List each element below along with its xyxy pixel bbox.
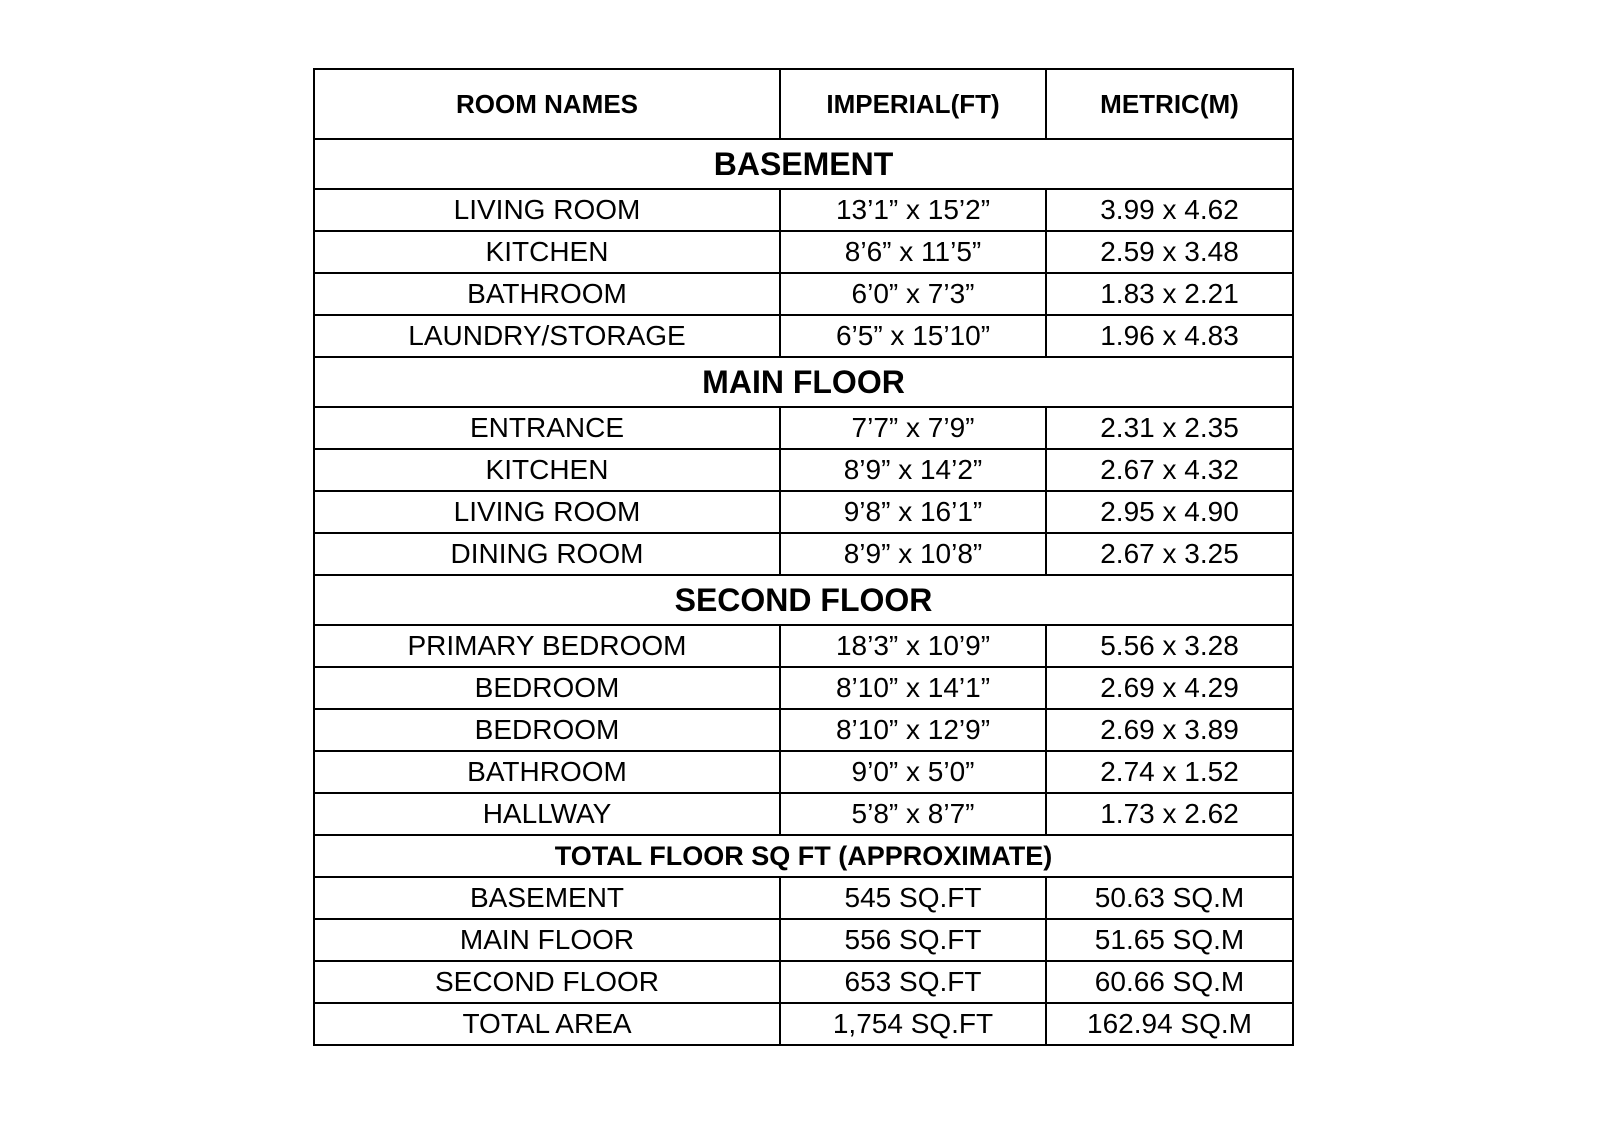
metric-value: 2.59 x 3.48 — [1046, 231, 1293, 273]
imperial-value: 9’8” x 16’1” — [780, 491, 1046, 533]
table-row — [314, 709, 1293, 751]
room-dimensions-table — [313, 68, 1294, 1046]
floor-name: MAIN FLOOR — [314, 919, 780, 961]
imperial-value: 8’10” x 14’1” — [780, 667, 1046, 709]
table-row — [314, 189, 1293, 231]
metric-value: 2.95 x 4.90 — [1046, 491, 1293, 533]
table-row — [314, 491, 1293, 533]
room-name: KITCHEN — [314, 449, 780, 491]
metric-value: 2.69 x 3.89 — [1046, 709, 1293, 751]
room-name: DINING ROOM — [314, 533, 780, 575]
room-name: ENTRANCE — [314, 407, 780, 449]
metric-value: 1.73 x 2.62 — [1046, 793, 1293, 835]
metric-area: 51.65 SQ.M — [1046, 919, 1293, 961]
table-row — [314, 273, 1293, 315]
section-second-floor — [314, 575, 1293, 625]
metric-value: 5.56 x 3.28 — [1046, 625, 1293, 667]
table-row — [314, 793, 1293, 835]
metric-area: 60.66 SQ.M — [1046, 961, 1293, 1003]
room-name: BATHROOM — [314, 751, 780, 793]
floor-name: BASEMENT — [314, 877, 780, 919]
room-name: HALLWAY — [314, 793, 780, 835]
table-row — [314, 877, 1293, 919]
table-row — [314, 315, 1293, 357]
section-title: TOTAL FLOOR SQ FT (APPROXIMATE) — [314, 835, 1293, 877]
metric-value: 2.69 x 4.29 — [1046, 667, 1293, 709]
metric-value: 3.99 x 4.62 — [1046, 189, 1293, 231]
metric-value: 1.83 x 2.21 — [1046, 273, 1293, 315]
table-row — [314, 919, 1293, 961]
room-name: PRIMARY BEDROOM — [314, 625, 780, 667]
imperial-value: 6’5” x 15’10” — [780, 315, 1046, 357]
metric-value: 2.31 x 2.35 — [1046, 407, 1293, 449]
imperial-value: 5’8” x 8’7” — [780, 793, 1046, 835]
table-row — [314, 625, 1293, 667]
imperial-value: 8’10” x 12’9” — [780, 709, 1046, 751]
section-title: BASEMENT — [314, 139, 1293, 189]
table-header-row — [314, 69, 1293, 139]
imperial-value: 8’9” x 10’8” — [780, 533, 1046, 575]
table-row — [314, 667, 1293, 709]
room-name: BATHROOM — [314, 273, 780, 315]
imperial-value: 8’9” x 14’2” — [780, 449, 1046, 491]
imperial-value: 8’6” x 11’5” — [780, 231, 1046, 273]
imperial-area: 556 SQ.FT — [780, 919, 1046, 961]
metric-area: 162.94 SQ.M — [1046, 1003, 1293, 1045]
imperial-value: 6’0” x 7’3” — [780, 273, 1046, 315]
imperial-value: 7’7” x 7’9” — [780, 407, 1046, 449]
room-name: LIVING ROOM — [314, 491, 780, 533]
imperial-value: 18’3” x 10’9” — [780, 625, 1046, 667]
room-name: KITCHEN — [314, 231, 780, 273]
table-row — [314, 407, 1293, 449]
table-row — [314, 449, 1293, 491]
header-metric: METRIC(M) — [1046, 69, 1293, 139]
table-row — [314, 231, 1293, 273]
section-title: SECOND FLOOR — [314, 575, 1293, 625]
metric-value: 1.96 x 4.83 — [1046, 315, 1293, 357]
room-name: BEDROOM — [314, 709, 780, 751]
floor-name: SECOND FLOOR — [314, 961, 780, 1003]
table-row — [314, 961, 1293, 1003]
section-basement — [314, 139, 1293, 189]
section-title: MAIN FLOOR — [314, 357, 1293, 407]
metric-area: 50.63 SQ.M — [1046, 877, 1293, 919]
table-row — [314, 1003, 1293, 1045]
header-room-names: ROOM NAMES — [314, 69, 780, 139]
imperial-value: 13’1” x 15’2” — [780, 189, 1046, 231]
imperial-area: 1,754 SQ.FT — [780, 1003, 1046, 1045]
header-imperial: IMPERIAL(FT) — [780, 69, 1046, 139]
metric-value: 2.74 x 1.52 — [1046, 751, 1293, 793]
room-name: LAUNDRY/STORAGE — [314, 315, 780, 357]
section-totals — [314, 835, 1293, 877]
metric-value: 2.67 x 3.25 — [1046, 533, 1293, 575]
room-name: BEDROOM — [314, 667, 780, 709]
imperial-area: 653 SQ.FT — [780, 961, 1046, 1003]
floor-name: TOTAL AREA — [314, 1003, 780, 1045]
table-row — [314, 751, 1293, 793]
room-name: LIVING ROOM — [314, 189, 780, 231]
section-main-floor — [314, 357, 1293, 407]
table-row — [314, 533, 1293, 575]
imperial-area: 545 SQ.FT — [780, 877, 1046, 919]
imperial-value: 9’0” x 5’0” — [780, 751, 1046, 793]
metric-value: 2.67 x 4.32 — [1046, 449, 1293, 491]
